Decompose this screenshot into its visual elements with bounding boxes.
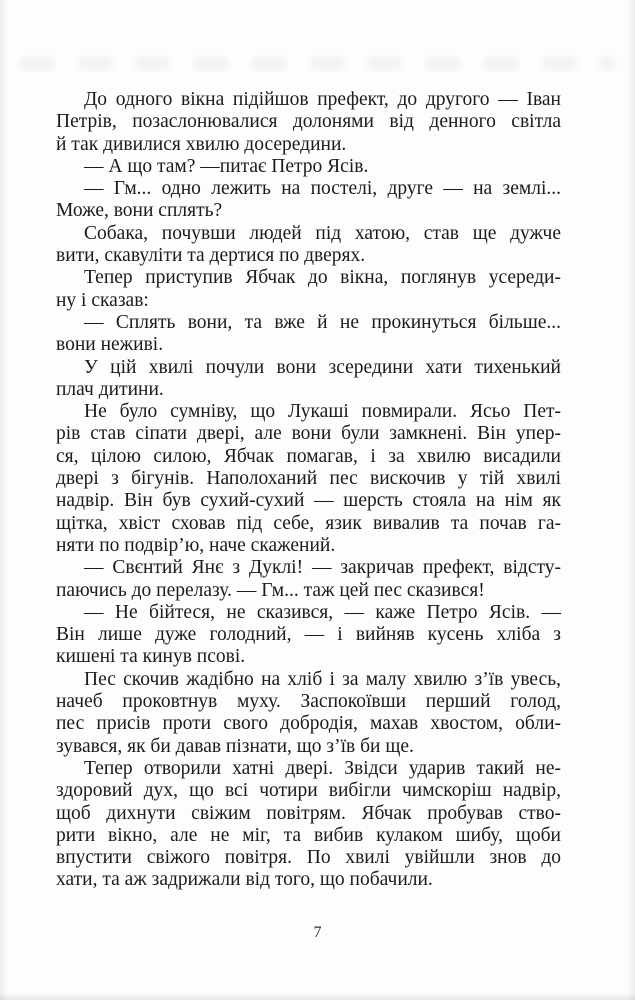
text-line: У цій хвилі почули вони зсередини хати тихенький (84, 356, 561, 378)
text-line: Може, вони сплять? (56, 200, 223, 222)
paragraph (56, 602, 561, 669)
text-line: щоб дихнути свіжим повітрям. Ябчак пробував ство- (56, 802, 561, 824)
text-line: впустити свіжого повітря. По хвилі увійшли знов до (56, 847, 561, 869)
text-line: Петрів, позаслонювалися долонями від денного світла (56, 111, 561, 133)
text-line: рів став сіпати двері, але вони були замкнені. Він упер- (56, 423, 561, 445)
text-line: паючись до перелазу. — Гм... таж цей пес сказився! (56, 579, 485, 601)
text-line: няти по подвір’ю, наче скажений. (56, 534, 336, 556)
scan-ghosting-artifact (20, 57, 615, 70)
paragraph (56, 178, 561, 223)
text-line: вони неживі. (56, 334, 164, 356)
text-line: До одного вікна підійшов префект, до другого — Іван (84, 89, 561, 110)
text-line: — Гм... одно лежить на постелі, друге — на землі... (84, 178, 561, 200)
text-line: Не було сумніву, що Лукаші повмирали. Ясьо Пет- (84, 401, 561, 423)
paragraph (56, 223, 561, 268)
paragraph (56, 357, 561, 402)
paragraph (56, 758, 561, 892)
text-line: Пес скочив жадібно на хліб і за малу хвилю з’їв увесь, (84, 668, 561, 690)
paragraph (56, 156, 561, 178)
scan-edge-shadow (0, 993, 635, 1000)
paragraph (56, 267, 561, 312)
text-line: плач дитини. (56, 378, 164, 400)
text-line: хати, та аж задрижали від того, що побачили. (56, 869, 433, 891)
text-block (56, 89, 561, 892)
text-line: Тепер приступив Ябчак до вікна, поглянув усереди- (84, 267, 561, 289)
text-line: — Свєнтий Янє з Дуклі! — закричав префект, відсту- (84, 557, 561, 579)
text-line: — Не бійтеся, не сказився, — каже Петро Ясів. — (84, 601, 561, 623)
paragraph (56, 669, 561, 758)
text-line: вити, скавуліти та дертися по дверях. (56, 245, 366, 267)
text-line: начеб проковтнув муху. Заспокоївши перший голод, (56, 691, 561, 713)
paragraph (56, 401, 561, 557)
paragraph (56, 312, 561, 357)
text-line: рити вікно, але не міг, та вибив кулаком шибу, щоби (56, 824, 561, 846)
text-line: пес присів проти свого добродія, махав хвостом, обли- (56, 713, 561, 735)
text-line: двері з бігунів. Наполоханий пес вискочив у тій хвилі (56, 468, 561, 490)
text-line: Собака, почувши людей під хатою, став ще дужче (84, 222, 561, 244)
text-line: Тепер отворили хатні двері. Звідси ударив такий не- (84, 757, 561, 779)
page-number: 7 (313, 924, 322, 941)
paragraph (56, 89, 561, 156)
text-line: кишені та кинув псові. (56, 646, 246, 668)
text-line: — Сплять вони, та вже й не прокинуться більше... (84, 311, 561, 333)
text-line: й так дивилися хвилю досередини. (56, 133, 347, 155)
text-line: здоровий дух, що всі чотири вибігли чимскоріш надвір, (56, 780, 561, 802)
text-line: ся, цілою силою, Ябчак помагав, і за хвилю висадили (56, 445, 561, 467)
paragraph (56, 557, 561, 602)
text-line: Він лише дуже голодний, — і вийняв кусень хліба з (56, 624, 561, 646)
text-line: щітка, хвіст сховав під себе, язик вивалив та почав га- (56, 512, 561, 534)
text-line: зувався, як би давав пізнати, що з’їв би ще. (56, 735, 414, 757)
text-line: надвір. Він був сухий-сухий — шерсть стояла на нім як (56, 490, 561, 512)
text-line: ну і сказав: (56, 289, 149, 311)
text-line: — А що там? —питає Петро Ясів. (84, 155, 369, 177)
